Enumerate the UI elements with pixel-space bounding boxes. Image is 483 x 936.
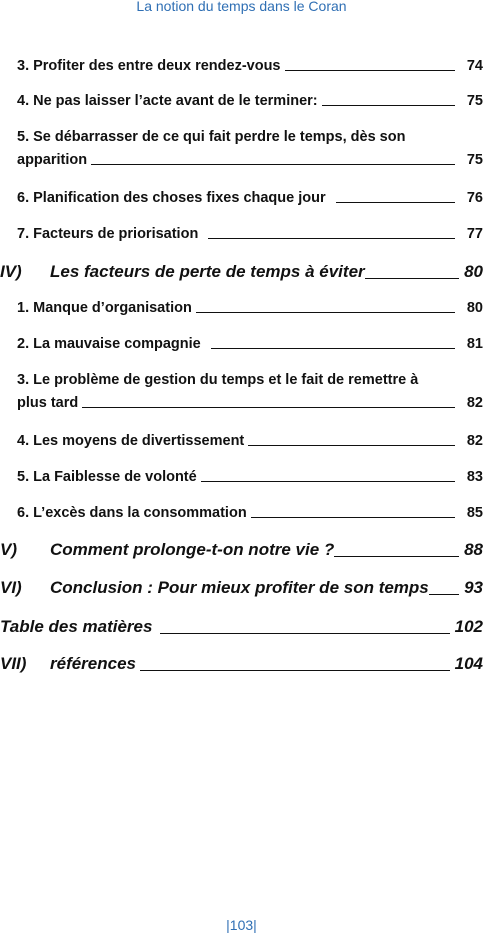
dot-leader: [82, 406, 455, 408]
toc-entry[interactable]: [0, 190, 483, 206]
dot-leader: [365, 277, 459, 279]
toc-page-number: 75: [466, 152, 483, 168]
toc-entry[interactable]: [0, 505, 483, 521]
toc-page-number: 82: [466, 395, 483, 411]
toc-entry-title-line2: apparition: [17, 152, 88, 168]
section-numeral: VI): [0, 578, 22, 597]
toc-page-number: 81: [466, 336, 483, 352]
dot-leader: [211, 347, 455, 349]
toc-page-number: 83: [466, 469, 483, 485]
toc-entry-title: 5. La Faiblesse de volonté: [17, 469, 197, 485]
toc-entry[interactable]: [0, 226, 483, 242]
toc-section[interactable]: [0, 654, 483, 674]
toc-page-number: 74: [466, 58, 483, 74]
dot-leader: [208, 237, 455, 239]
toc-page-number: 80: [464, 262, 483, 281]
toc-page-number: 80: [466, 300, 483, 316]
toc-entry-title: 6. L’excès dans la consommation: [17, 505, 247, 521]
toc-page-number: 75: [466, 93, 483, 109]
toc-entry-title: 1. Manque d’organisation: [17, 300, 192, 316]
dot-leader: [160, 632, 450, 634]
dot-leader: [196, 311, 455, 313]
toc-entry[interactable]: [0, 129, 483, 168]
running-header: La notion du temps dans le Coran: [136, 0, 347, 14]
page-number: |103|: [226, 917, 257, 933]
toc-entry[interactable]: [0, 372, 483, 411]
toc-entry-title-line1: 5. Se débarrasser de ce qui fait perdre le temps, dès son: [17, 129, 406, 145]
toc-entry[interactable]: [0, 433, 483, 449]
toc-entry-title: 7. Facteurs de priorisation: [17, 226, 199, 242]
dot-leader: [91, 163, 455, 165]
dot-leader: [336, 201, 455, 203]
section-numeral: VII): [0, 654, 27, 673]
dot-leader: [322, 104, 455, 106]
toc-page-number: 85: [466, 505, 483, 521]
toc-entry[interactable]: [0, 300, 483, 316]
toc-entry-title-line1: 3. Le problème de gestion du temps et le fait de remettre à: [17, 372, 419, 388]
section-numeral: IV): [0, 262, 22, 281]
toc-section[interactable]: [0, 262, 483, 282]
toc-page-number: 104: [454, 654, 483, 673]
toc-entry[interactable]: [0, 93, 483, 109]
toc-section[interactable]: [0, 578, 483, 598]
toc-entry-title: 6. Planification des choses fixes chaque jour: [17, 190, 326, 206]
toc-section[interactable]: [0, 617, 483, 637]
dot-leader: [429, 593, 459, 595]
toc-entry[interactable]: [0, 58, 483, 74]
dot-leader: [201, 480, 455, 482]
dot-leader: [334, 555, 459, 557]
toc-page-number: 102: [454, 617, 483, 636]
toc-entry-title-line2: plus tard: [17, 395, 79, 411]
toc-entry-title: 2. La mauvaise compagnie: [17, 336, 201, 352]
dot-leader: [140, 669, 450, 671]
toc-page-number: 77: [466, 226, 483, 242]
section-numeral: V): [0, 540, 17, 559]
toc-page-number: 93: [464, 578, 483, 597]
toc-entry[interactable]: [0, 469, 483, 485]
toc-entry-title: 4. Ne pas laisser l’acte avant de le terminer:: [17, 93, 318, 109]
toc-page-number: 82: [466, 433, 483, 449]
toc-section-title: Table des matières: [0, 617, 153, 636]
toc-entry[interactable]: [0, 336, 483, 352]
toc-section[interactable]: [0, 540, 483, 560]
toc-page-number: 76: [466, 190, 483, 206]
dot-leader: [248, 444, 455, 446]
toc-section-title: Les facteurs de perte de temps à éviter: [50, 262, 365, 281]
dot-leader: [285, 69, 456, 71]
toc-page-number: 88: [464, 540, 483, 559]
toc-entry-title: 3. Profiter des entre deux rendez-vous: [17, 58, 281, 74]
toc-section-title: Conclusion : Pour mieux profiter de son temps: [50, 578, 429, 597]
toc-entry-title: 4. Les moyens de divertissement: [17, 433, 245, 449]
toc-section-title: références: [50, 654, 137, 673]
dot-leader: [251, 516, 455, 518]
toc-section-title: Comment prolonge-t-on notre vie ?: [50, 540, 335, 559]
